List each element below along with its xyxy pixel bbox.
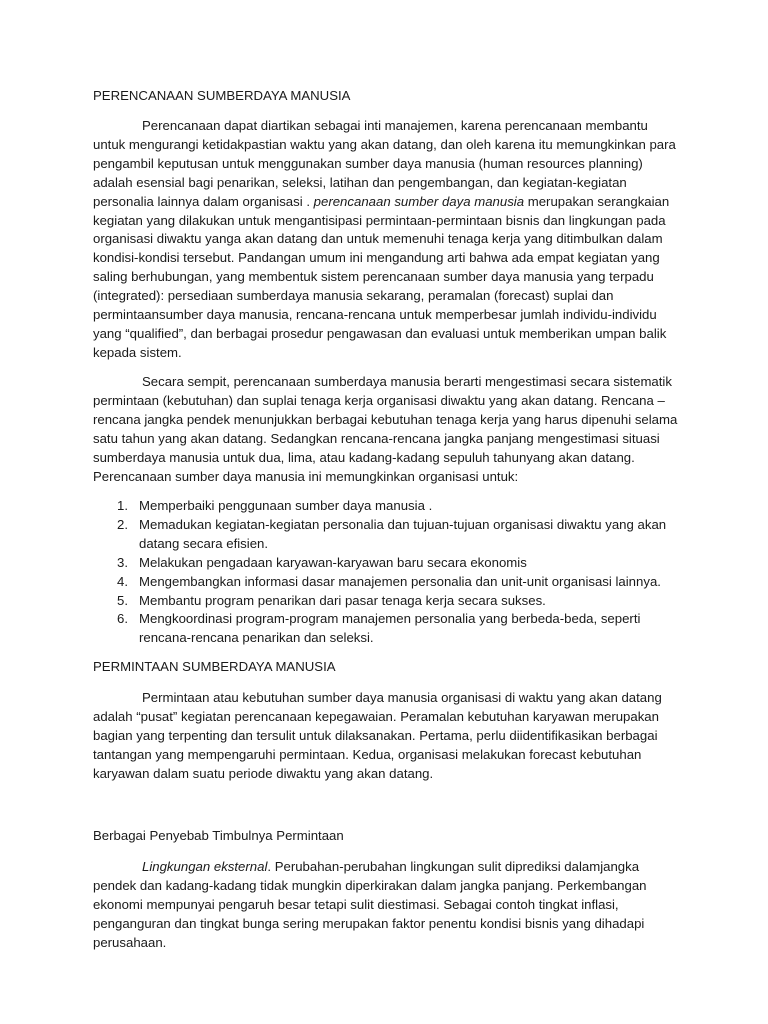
list-item: [93, 592, 683, 611]
paragraph-permintaan: Permintaan atau kebutuhan sumber daya manusia organisasi di waktu yang akan datang adalah “pusat” kegiatan perencanaan kepegawaian. Peramalan kebutuhan karyawan merupakan bagian yang terpenting dan tersulit untuk dilaksanakan. Pertama, perlu diidentifikasikan berbagai tantangan yang mempengaruhi permintaan. Kedua, organisasi melakukan forecast kebutuhan karyawan dalam suatu periode diwaktu yang akan datang.: [93, 690, 662, 781]
paragraph-secara-sempit: Secara sempit, perencanaan sumberdaya manusia berarti mengestimasi secara sistematik permintaan (kebutuhan) dan suplai tenaga kerja organisasi diwaktu yang akan datang. Rencana – rencana jangka pendek menunjukkan berbagai kebutuhan tenaga kerja yang harus dipenuhi selama satu tahun yang akan datang. Sedangkan rencana-rencana jangka panjang mengestimasi situasi sumberdaya manusia untuk dua, lima, atau kadang-kadang sepuluh tahunyang akan datang. Perencanaan sumber daya manusia ini memungkinkan organisasi untuk:: [93, 374, 678, 484]
section-heading-permintaan: PERMINTAAN SUMBERDAYA MANUSIA: [93, 659, 336, 674]
list-item: [93, 573, 683, 592]
list-number: 1.: [117, 498, 128, 513]
list-text: Memadukan kegiatan-kegiatan personalia dan tujuan-tujuan organisasi diwaktu yang akan datang secara efisien.: [139, 516, 667, 551]
list-number: 4.: [117, 573, 128, 589]
list-item: [93, 554, 683, 573]
paragraph-lingkungan-eksternal: [93, 858, 683, 953]
paragraph-text: . Perubahan-perubahan lingkungan sulit diprediksi dalamjangka pendek dan kadang-kadang tidak mungkin diperkirakan dalam jangka panjang. Perkembangan ekonomi mempunyai pengaruh besar tetapi sulit diestimasi. Sebagai contoh tingkat inflasi, penganguran dan tingkat bunga sering merupakan faktor penentu kondisi bisnis yang dihadapi perusahaan.: [93, 859, 647, 950]
list-text: Mengembangkan informasi dasar manajemen personalia dan unit-unit organisasi lainnya.: [139, 573, 661, 589]
list-number: 5.: [117, 592, 128, 608]
list-item: [93, 610, 683, 648]
italic-term: perencanaan sumber daya manusia: [313, 193, 525, 209]
list-text: Memperbaiki penggunaan sumber daya manusia .: [139, 498, 433, 513]
paragraph-perencanaan: [93, 117, 683, 363]
list-number: 6.: [117, 611, 128, 627]
list-number: 3.: [117, 554, 128, 570]
list-text: Melakukan pengadaan karyawan-karyawan baru secara ekonomis: [139, 554, 527, 570]
paragraph-text: merupakan serangkaian kegiatan yang dilakukan untuk mengantisipasi permintaan-permintaan bisnis dan lingkungan pada organisasi diwaktu yanga akan datang dan untuk memenuhi tenaga kerja yang ditimbulkan dalam kondisi-kondisi tersebut. Pandangan umum ini mengandung arti bahwa ada empat kegiatan yang saling berhubungan, yang membentuk sistem perencanaan sumber daya manusia yang terpadu (integrated): persediaan sumberdaya manusia sekarang, peramalan (forecast) suplai dan permintaansumber daya manusia, rencana-rencana untuk memperbesar jumlah individu-individu yang “qualified”, dan berbagai prosedur pengawasan dan evaluasi untuk memberikan umpan balik kepada sistem.: [93, 193, 670, 360]
list-text: Membantu program penarikan dari pasar tenaga kerja secara sukses.: [139, 592, 546, 608]
list-text: Mengkoordinasi program-program manajemen personalia yang berbeda-beda, seperti rencana-rencana penarikan dan seleksi.: [139, 611, 641, 646]
numbered-list: [93, 497, 683, 648]
list-number: 2.: [117, 516, 128, 532]
subsection-heading-penyebab: Berbagai Penyebab Timbulnya Permintaan: [93, 828, 344, 843]
paragraph-text: Perencanaan dapat diartikan sebagai inti manajemen, karena perencanaan membantu untuk mengurangi ketidakpastian waktu yang akan datang, dan oleh karena itu memungkinkan para pengambil keputusan untuk menggunakan sumber daya manusia (human resources planning) adalah esensial bagi penarikan, seleksi, latihan dan pengembangan, dan kegiatan-kegiatan personalia lainnya dalam organisasi .: [93, 118, 676, 209]
list-item: [93, 497, 683, 516]
list-item: [93, 516, 683, 554]
italic-term: Lingkungan eksternal: [142, 859, 268, 874]
section-heading-perencanaan: PERENCANAAN SUMBERDAYA MANUSIA: [93, 88, 351, 103]
